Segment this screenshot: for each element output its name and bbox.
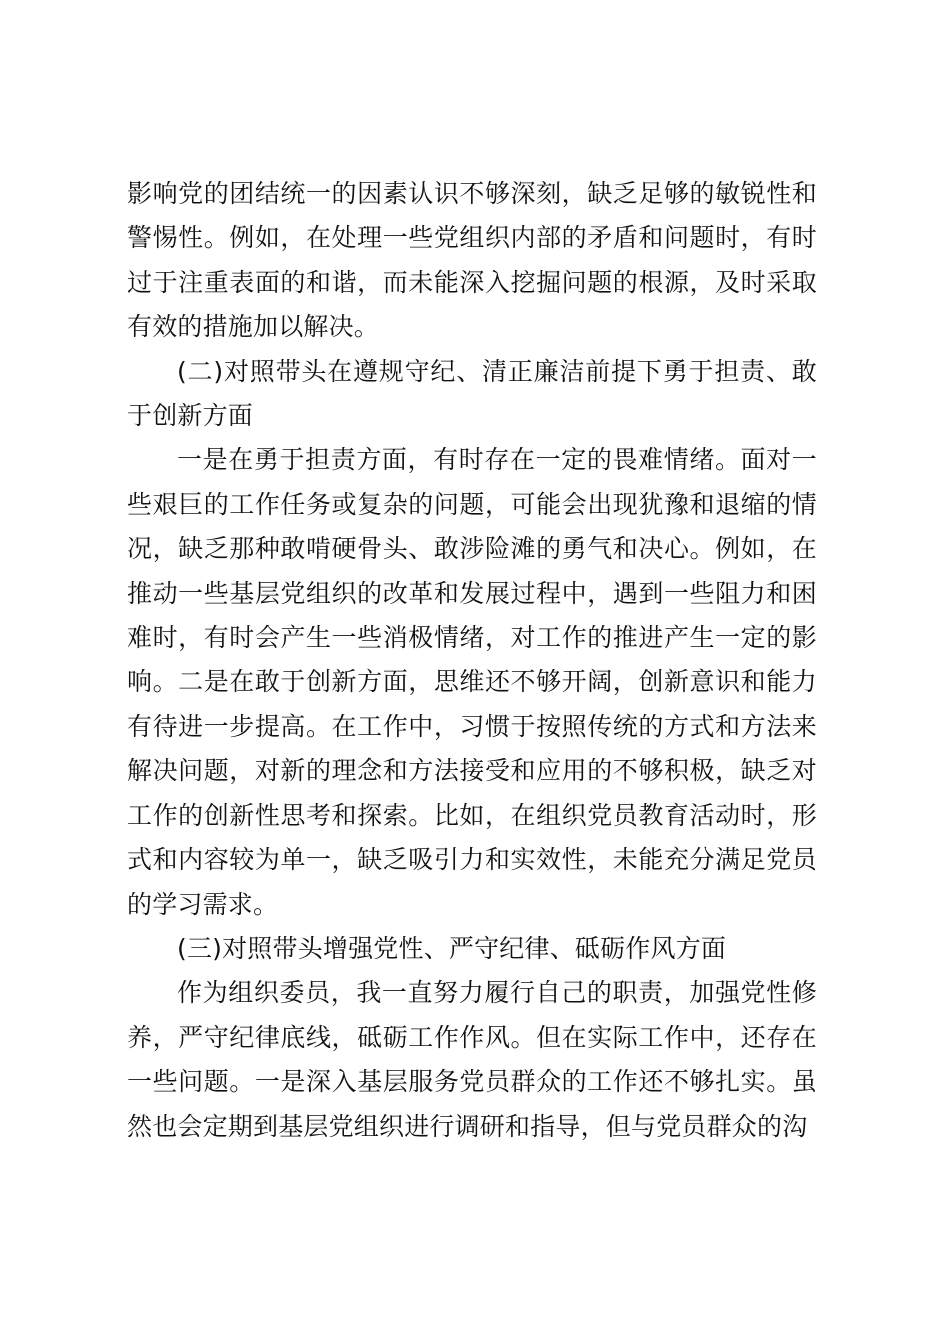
body-paragraph: 一是在勇于担责方面，有时存在一定的畏难情绪。面对一些艰巨的工作任务或复杂的问题，可能会出现犹豫和退缩的情况，缺乏那种敢啃硬骨头、敢涉险滩的勇气和决心。例如，在推动一些基层党组织的改革和发展过程中，遇到一些阻力和困难时，有时会产生一些消极情绪，对工作的推进产生一定的影响。二是在敢于创新方面，思维还不够开阔，创新意识和能力有待进一步提高。在工作中，习惯于按照传统的方式和方法来解决问题，对新的理念和方法接受和应用的不够积极，缺乏对工作的创新性思考和探索。比如，在组织党员教育活动时，形式和内容较为单一，缺乏吸引力和实效性，未能充分满足党员的学习需求。 [127,445,817,919]
section-heading-2: (二)对照带头在遵规守纪、清正廉洁前提下勇于担责、敢于创新方面 [127,356,817,431]
body-paragraph: 作为组织委员，我一直努力履行自己的职责，加强党性修养，严守纪律底线，砥砺工作作风。但在实际工作中，还存在一些问题。一是深入基层服务党员群众的工作还不够扎实。虽然也会定期到基层党组织进行调研和指导，但与党员群众的沟 [127,978,817,1141]
body-paragraph: 影响党的团结统一的因素认识不够深刻，缺乏足够的敏锐性和警惕性。例如，在处理一些党组织内部的矛盾和问题时，有时过于注重表面的和谐，而未能深入挖掘问题的根源，及时采取有效的措施加以解决。 [127,179,817,342]
section-heading-3: (三)对照带头增强党性、严守纪律、砥砺作风方面 [177,933,727,963]
document-body [127,172,817,1149]
